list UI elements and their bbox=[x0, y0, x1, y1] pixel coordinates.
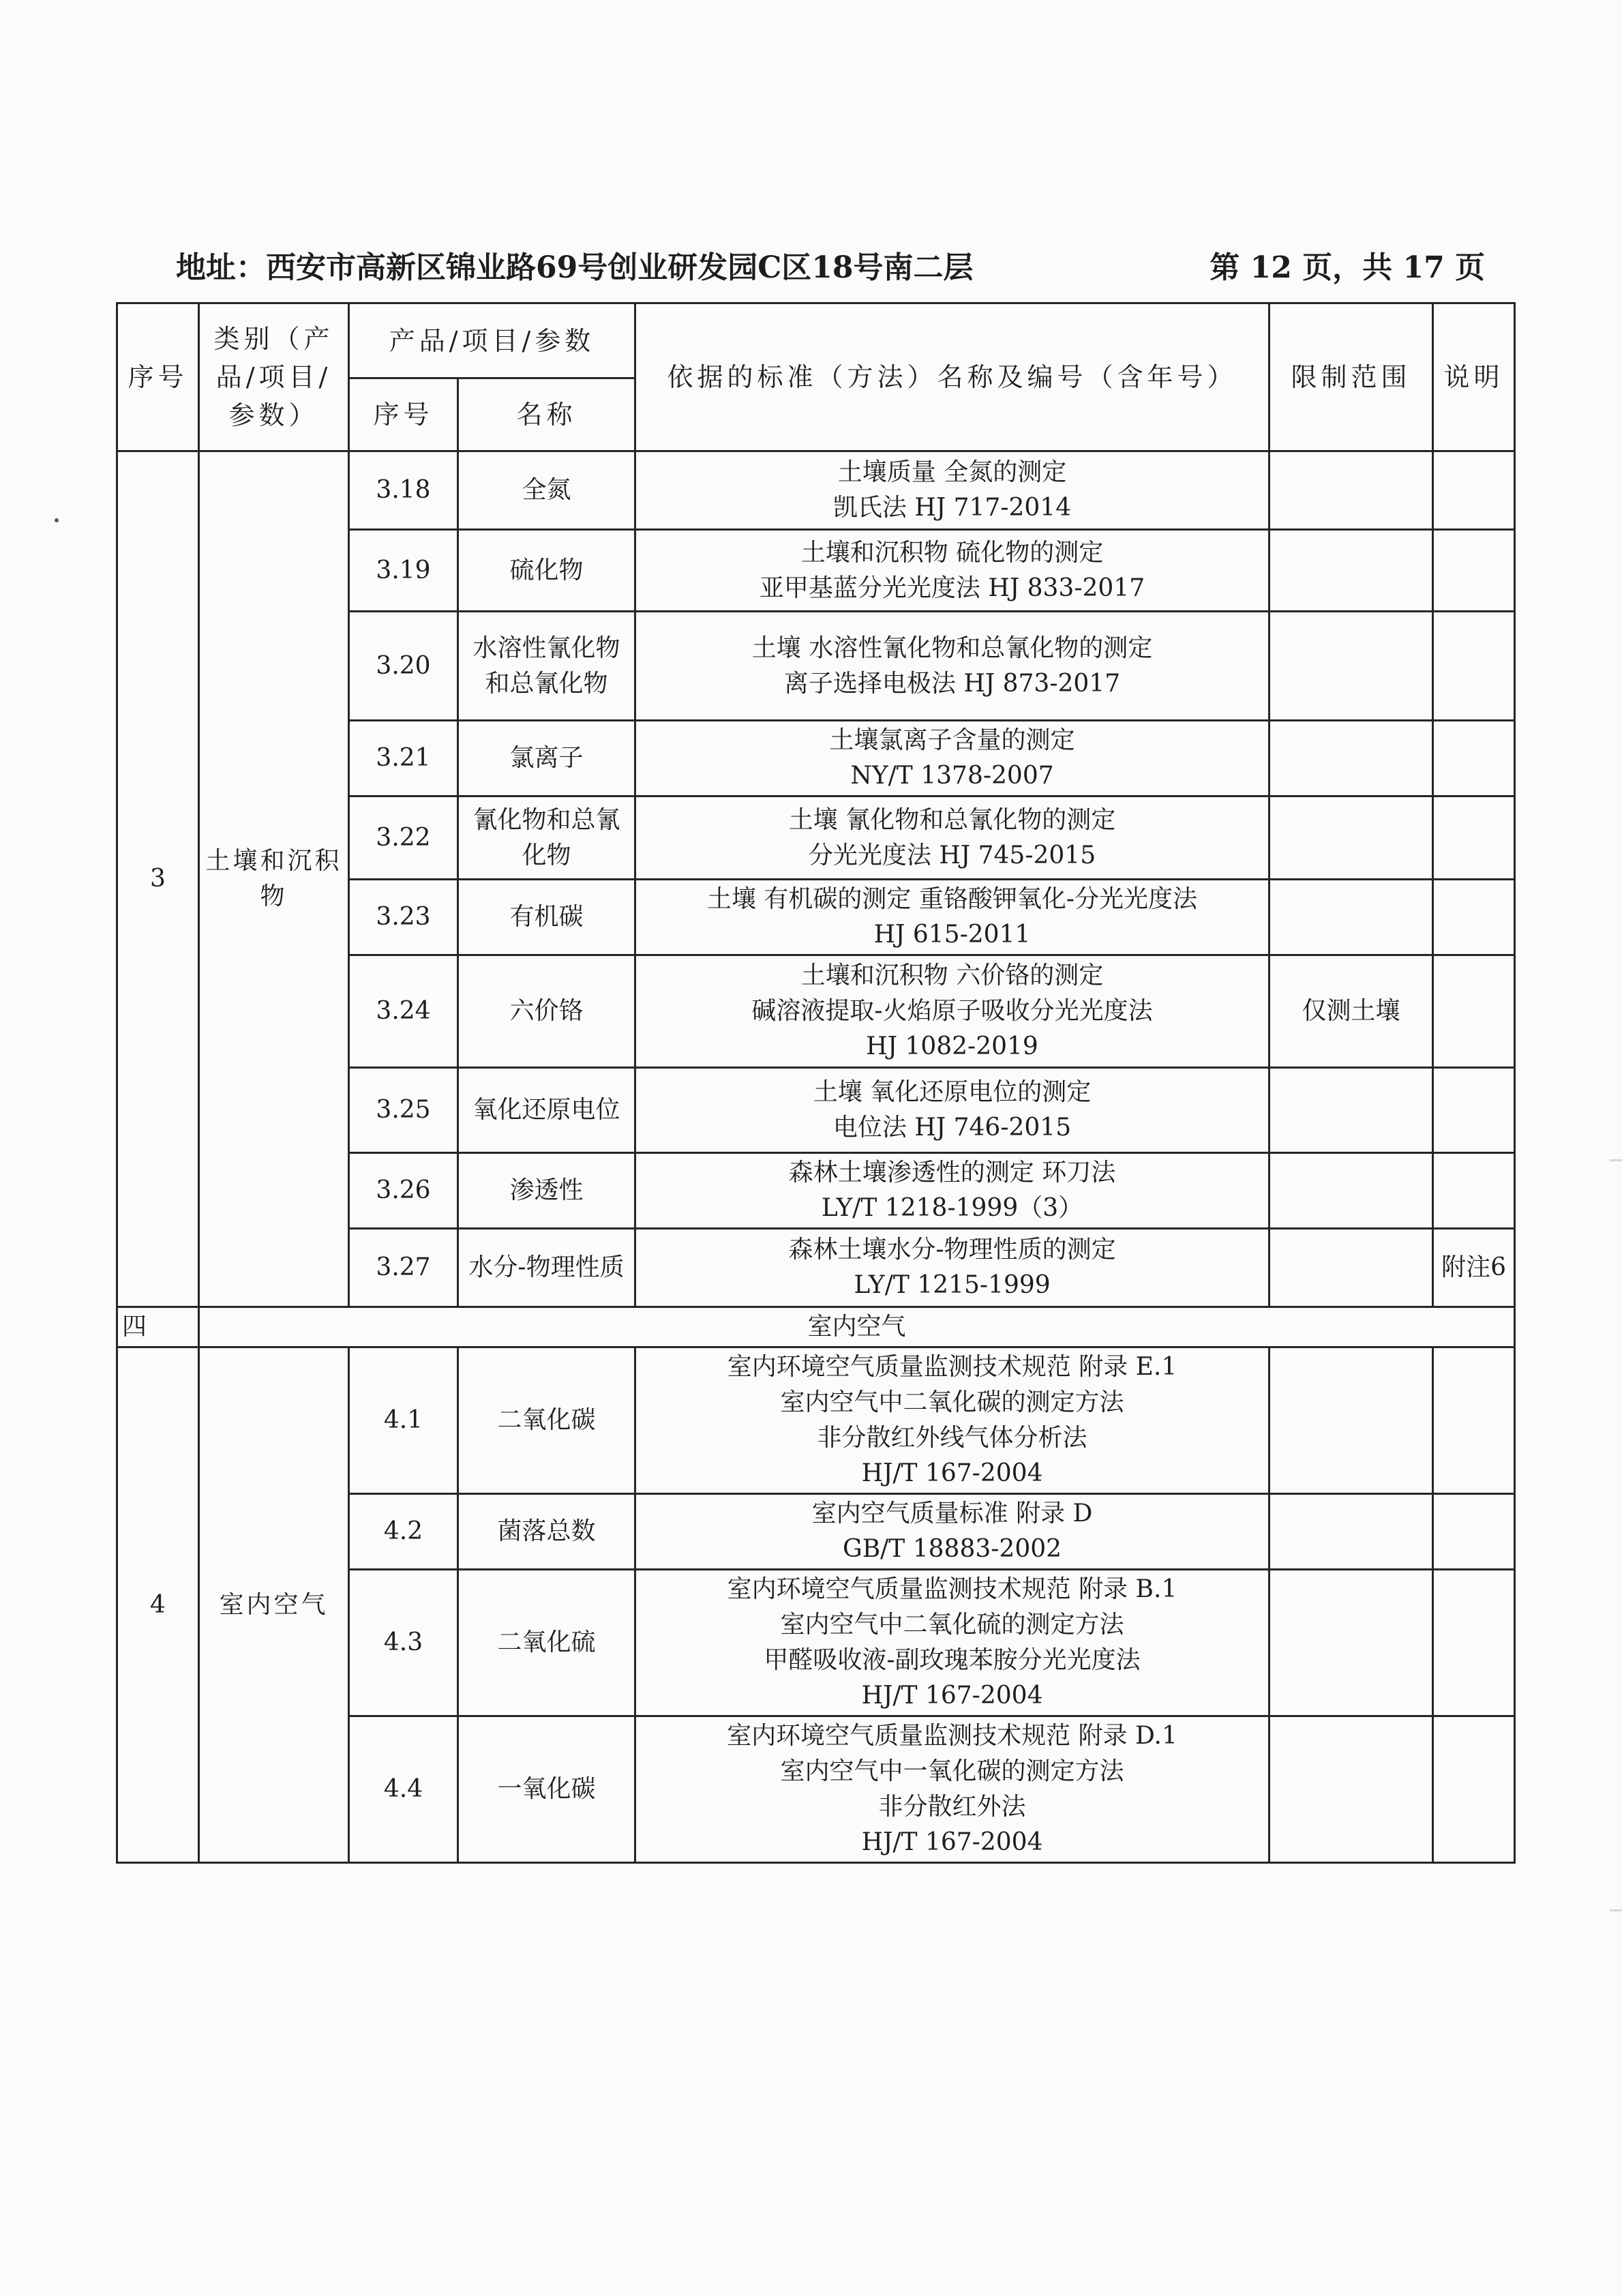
section-header-title: 室内空气 bbox=[199, 1307, 1515, 1347]
item-standard bbox=[635, 1347, 1270, 1494]
item-number: 3.27 bbox=[349, 1229, 458, 1307]
standard-line: GB/T 18883-2002 bbox=[842, 1535, 1062, 1563]
standard-line: 土壤 氰化物和总氰化物的测定 bbox=[788, 805, 1116, 834]
standard-line: 室内空气中一氧化碳的测定方法 bbox=[780, 1757, 1124, 1785]
item-name: 氯离子 bbox=[458, 721, 635, 796]
item-name: 氧化还原电位 bbox=[458, 1068, 635, 1153]
item-note: 附注6 bbox=[1433, 1229, 1515, 1307]
item-limit bbox=[1270, 1153, 1433, 1229]
standard-line: LY/T 1215-1999 bbox=[854, 1271, 1051, 1299]
item-standard bbox=[635, 721, 1270, 796]
item-limit bbox=[1270, 530, 1433, 612]
item-note bbox=[1433, 796, 1515, 880]
item-note bbox=[1433, 1494, 1515, 1570]
item-limit bbox=[1270, 612, 1433, 721]
col-header-product-group: 产品/项目/参数 bbox=[349, 303, 635, 378]
standard-line: 土壤 水溶性氰化物和总氰化物的测定 bbox=[751, 633, 1153, 662]
item-number: 4.1 bbox=[349, 1347, 458, 1494]
section-category: 室内空气 bbox=[199, 1347, 349, 1863]
item-number: 4.2 bbox=[349, 1494, 458, 1570]
item-standard bbox=[635, 1716, 1270, 1863]
col-header-sub-seq: 序号 bbox=[349, 378, 458, 451]
standard-line: 非分散红外线气体分析法 bbox=[817, 1424, 1087, 1452]
section-seq: 4 bbox=[117, 1347, 199, 1863]
item-note bbox=[1433, 612, 1515, 721]
item-limit: 仅测土壤 bbox=[1270, 955, 1433, 1068]
address-line: 地址：西安市高新区锦业路69号创业研发园C区18号南二层 bbox=[176, 250, 974, 285]
item-note bbox=[1433, 880, 1515, 955]
item-number: 3.18 bbox=[349, 451, 458, 530]
item-number: 4.3 bbox=[349, 1570, 458, 1716]
section-indoor-header-body bbox=[117, 1307, 1515, 1347]
item-number: 3.25 bbox=[349, 1068, 458, 1153]
item-name: 一氧化碳 bbox=[458, 1716, 635, 1863]
section-indoor-body bbox=[117, 1347, 1515, 1863]
item-standard bbox=[635, 1229, 1270, 1307]
standard-line: 室内环境空气质量监测技术规范 附录 D.1 bbox=[727, 1722, 1177, 1750]
item-standard bbox=[635, 612, 1270, 721]
item-number: 3.19 bbox=[349, 530, 458, 612]
item-name: 全氮 bbox=[458, 451, 635, 530]
item-limit bbox=[1270, 721, 1433, 796]
item-note bbox=[1433, 451, 1515, 530]
item-limit bbox=[1270, 1716, 1433, 1863]
standard-line: 森林土壤渗透性的测定 环刀法 bbox=[788, 1159, 1116, 1187]
item-standard bbox=[635, 1494, 1270, 1570]
standard-line: 室内环境空气质量监测技术规范 附录 B.1 bbox=[727, 1575, 1177, 1603]
standard-line: LY/T 1218-1999（3） bbox=[821, 1194, 1083, 1222]
item-number: 4.4 bbox=[349, 1716, 458, 1863]
scan-edge-mark bbox=[1610, 1909, 1622, 1911]
item-standard bbox=[635, 530, 1270, 612]
item-note bbox=[1433, 721, 1515, 796]
item-limit bbox=[1270, 1347, 1433, 1494]
standard-line: 室内空气中二氧化硫的测定方法 bbox=[780, 1611, 1124, 1639]
item-number: 3.22 bbox=[349, 796, 458, 880]
col-header-note: 说明 bbox=[1433, 303, 1515, 451]
item-note bbox=[1433, 1153, 1515, 1229]
col-header-standard: 依据的标准（方法）名称及编号（含年号） bbox=[635, 303, 1270, 451]
item-name: 水分-物理性质 bbox=[458, 1229, 635, 1307]
item-note bbox=[1433, 955, 1515, 1068]
section-header-seq: 四 bbox=[117, 1307, 199, 1347]
page-number: 第 12 页，共 17 页 bbox=[1210, 250, 1485, 285]
standard-line: 离子选择电极法 HJ 873-2017 bbox=[783, 669, 1121, 698]
item-limit bbox=[1270, 1570, 1433, 1716]
item-standard bbox=[635, 796, 1270, 880]
section-header-row bbox=[117, 1307, 1515, 1347]
standard-line: 土壤质量 全氮的测定 bbox=[837, 458, 1067, 486]
capability-table bbox=[116, 302, 1516, 1864]
item-name: 氰化物和总氰化物 bbox=[458, 796, 635, 880]
item-name: 硫化物 bbox=[458, 530, 635, 612]
item-note bbox=[1433, 1347, 1515, 1494]
col-header-name: 名称 bbox=[458, 378, 635, 451]
item-limit bbox=[1270, 880, 1433, 955]
standard-line: 碱溶液提取-火焰原子吸收分光光度法 bbox=[751, 997, 1153, 1025]
item-standard bbox=[635, 451, 1270, 530]
item-note bbox=[1433, 1716, 1515, 1863]
standard-line: 土壤氯离子含量的测定 bbox=[829, 726, 1075, 754]
item-note bbox=[1433, 1068, 1515, 1153]
item-note bbox=[1433, 1570, 1515, 1716]
item-limit bbox=[1270, 796, 1433, 880]
item-name: 有机碳 bbox=[458, 880, 635, 955]
item-standard bbox=[635, 1570, 1270, 1716]
standard-line: 土壤和沉积物 六价铬的测定 bbox=[800, 961, 1104, 989]
standard-line: HJ/T 167-2004 bbox=[861, 1828, 1043, 1856]
standard-line: HJ/T 167-2004 bbox=[861, 1682, 1043, 1710]
item-name: 水溶性氰化物和总氰化物 bbox=[458, 612, 635, 721]
col-header-category: 类别（产品/项目/参数） bbox=[199, 303, 349, 451]
section-seq: 3 bbox=[117, 451, 199, 1307]
item-number: 3.24 bbox=[349, 955, 458, 1068]
table-row bbox=[117, 1347, 1515, 1494]
item-name: 渗透性 bbox=[458, 1153, 635, 1229]
table-row bbox=[117, 451, 1515, 530]
standard-line: 甲醛吸收液-副玫瑰苯胺分光光度法 bbox=[764, 1646, 1141, 1674]
item-name: 菌落总数 bbox=[458, 1494, 635, 1570]
item-name: 二氧化硫 bbox=[458, 1570, 635, 1716]
item-limit bbox=[1270, 1068, 1433, 1153]
standard-line: 凯氏法 HJ 717-2014 bbox=[832, 494, 1072, 522]
standard-line: 室内空气质量标准 附录 D bbox=[811, 1500, 1093, 1527]
item-number: 3.20 bbox=[349, 612, 458, 721]
item-name: 二氧化碳 bbox=[458, 1347, 635, 1494]
standard-line: HJ/T 167-2004 bbox=[861, 1459, 1043, 1487]
section-soil-body bbox=[117, 451, 1515, 1307]
standard-line: 森林土壤水分-物理性质的测定 bbox=[788, 1236, 1116, 1264]
item-number: 3.23 bbox=[349, 880, 458, 955]
item-number: 3.26 bbox=[349, 1153, 458, 1229]
item-number: 3.21 bbox=[349, 721, 458, 796]
standard-line: 土壤和沉积物 硫化物的测定 bbox=[800, 538, 1104, 567]
section-category: 土壤和沉积物 bbox=[199, 451, 349, 1307]
standard-line: NY/T 1378-2007 bbox=[850, 762, 1054, 790]
col-header-seq: 序号 bbox=[117, 303, 199, 451]
item-limit bbox=[1270, 451, 1433, 530]
standard-line: 分光光度法 HJ 745-2015 bbox=[808, 841, 1096, 869]
item-name: 六价铬 bbox=[458, 955, 635, 1068]
standard-line: 电位法 HJ 746-2015 bbox=[832, 1114, 1072, 1142]
item-limit bbox=[1270, 1494, 1433, 1570]
item-limit bbox=[1270, 1229, 1433, 1307]
item-standard bbox=[635, 1068, 1270, 1153]
standard-line: 土壤 有机碳的测定 重铬酸钾氧化-分光光度法 bbox=[706, 885, 1198, 913]
item-standard bbox=[635, 1153, 1270, 1229]
item-standard bbox=[635, 880, 1270, 955]
standard-line: 非分散红外法 bbox=[878, 1793, 1026, 1821]
standard-line: HJ 615-2011 bbox=[873, 921, 1031, 949]
scan-edge-mark bbox=[1610, 1159, 1622, 1161]
item-standard bbox=[635, 955, 1270, 1068]
item-note bbox=[1433, 530, 1515, 612]
scan-speck bbox=[55, 518, 59, 522]
standard-line: HJ 1082-2019 bbox=[866, 1032, 1038, 1060]
col-header-limit: 限制范围 bbox=[1270, 303, 1433, 451]
standard-line: 室内环境空气质量监测技术规范 附录 E.1 bbox=[727, 1353, 1177, 1381]
standard-line: 亚甲基蓝分光光度法 HJ 833-2017 bbox=[759, 573, 1145, 602]
standard-line: 土壤 氧化还原电位的测定 bbox=[813, 1078, 1092, 1106]
standard-line: 室内空气中二氧化碳的测定方法 bbox=[780, 1388, 1124, 1416]
